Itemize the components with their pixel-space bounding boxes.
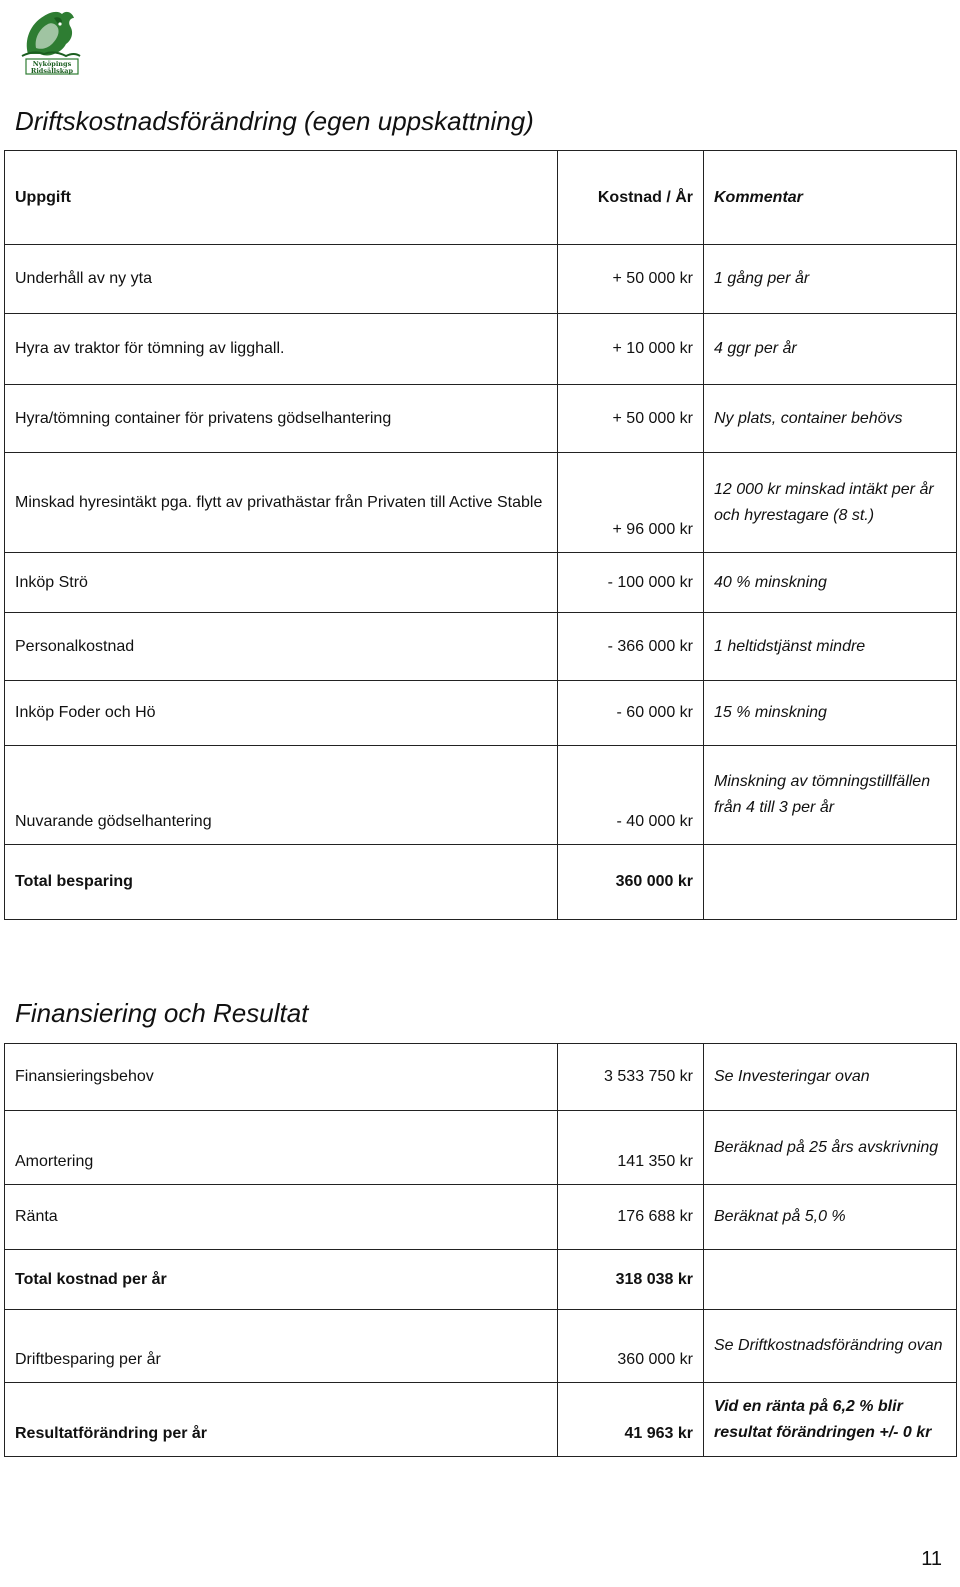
header-comment: Kommentar <box>704 151 957 245</box>
table-row <box>5 1383 957 1457</box>
row-comment: Beräknad på 25 års avskrivning <box>704 1111 957 1185</box>
total-row <box>5 845 957 920</box>
logo-text-line1: Nyköpings <box>32 60 72 68</box>
row-task: Minskad hyresintäkt pga. flytt av privathästar från Privaten till Active Stable <box>5 453 558 553</box>
row-comment: 4 ggr per år <box>704 314 957 385</box>
row-cost: - 366 000 kr <box>558 613 704 681</box>
table-row <box>5 681 957 746</box>
row-task: Resultatförändring per år <box>5 1383 558 1457</box>
header-cost: Kostnad / År <box>558 151 704 245</box>
row-task: Finansieringsbehov <box>5 1044 558 1111</box>
logo-text-line2: Ridsällskap <box>30 67 74 75</box>
row-cost: 360 000 kr <box>558 1310 704 1383</box>
table-row <box>5 1185 957 1250</box>
row-comment: Minskning av tömningstillfällen från 4 till 3 per år <box>704 746 957 845</box>
table-row <box>5 453 957 553</box>
row-cost: + 50 000 kr <box>558 385 704 453</box>
row-cost: 176 688 kr <box>558 1185 704 1250</box>
club-logo <box>14 4 86 76</box>
table-row <box>5 1250 957 1310</box>
row-comment: 40 % minskning <box>704 553 957 613</box>
row-cost: 318 038 kr <box>558 1250 704 1310</box>
table-row <box>5 553 957 613</box>
row-task: Inköp Foder och Hö <box>5 681 558 746</box>
row-task: Amortering <box>5 1111 558 1185</box>
row-task: Hyra/tömning container för privatens gödselhantering <box>5 385 558 453</box>
row-task: Personalkostnad <box>5 613 558 681</box>
row-task: Nuvarande gödselhantering <box>5 746 558 845</box>
row-cost: 3 533 750 kr <box>558 1044 704 1111</box>
row-task: Hyra av traktor för tömning av ligghall. <box>5 314 558 385</box>
row-comment <box>704 1250 957 1310</box>
table-row <box>5 1044 957 1111</box>
row-cost: - 60 000 kr <box>558 681 704 746</box>
row-cost: + 96 000 kr <box>558 453 704 553</box>
total-cost: 360 000 kr <box>558 845 704 920</box>
row-comment: Se Driftkostnadsförändring ovan <box>704 1310 957 1383</box>
row-cost: 41 963 kr <box>558 1383 704 1457</box>
row-cost: 141 350 kr <box>558 1111 704 1185</box>
row-comment: 15 % minskning <box>704 681 957 746</box>
row-comment: Ny plats, container behövs <box>704 385 957 453</box>
row-cost: - 40 000 kr <box>558 746 704 845</box>
table-row <box>5 385 957 453</box>
row-comment: 1 heltidstjänst mindre <box>704 613 957 681</box>
operating-cost-table <box>4 150 957 920</box>
table-row <box>5 1111 957 1185</box>
row-cost: + 10 000 kr <box>558 314 704 385</box>
total-task: Total besparing <box>5 845 558 920</box>
header-task: Uppgift <box>5 151 558 245</box>
row-task: Driftbesparing per år <box>5 1310 558 1383</box>
table-row <box>5 245 957 314</box>
section1-title: Driftskostnadsförändring (egen uppskattning) <box>15 106 534 136</box>
table-header-row <box>5 151 957 245</box>
row-task: Inköp Strö <box>5 553 558 613</box>
row-task: Total kostnad per år <box>5 1250 558 1310</box>
row-comment: Se Investeringar ovan <box>704 1044 957 1111</box>
table-row <box>5 314 957 385</box>
row-task: Underhåll av ny yta <box>5 245 558 314</box>
table-row <box>5 613 957 681</box>
row-comment: 1 gång per år <box>704 245 957 314</box>
row-cost: - 100 000 kr <box>558 553 704 613</box>
section2-title: Finansiering och Resultat <box>15 998 309 1028</box>
row-cost: + 50 000 kr <box>558 245 704 314</box>
row-comment: 12 000 kr minskad intäkt per år och hyrestagare (8 st.) <box>704 453 957 553</box>
row-comment: Beräknat på 5,0 % <box>704 1185 957 1250</box>
total-comment <box>704 845 957 920</box>
table-row <box>5 1310 957 1383</box>
horse-emblem-icon <box>14 4 86 76</box>
table-row <box>5 746 957 845</box>
row-task: Ränta <box>5 1185 558 1250</box>
financing-table <box>4 1043 957 1457</box>
row-comment: Vid en ränta på 6,2 % blir resultat förändringen +/- 0 kr <box>704 1383 957 1457</box>
page-number: 11 <box>921 1548 942 1570</box>
